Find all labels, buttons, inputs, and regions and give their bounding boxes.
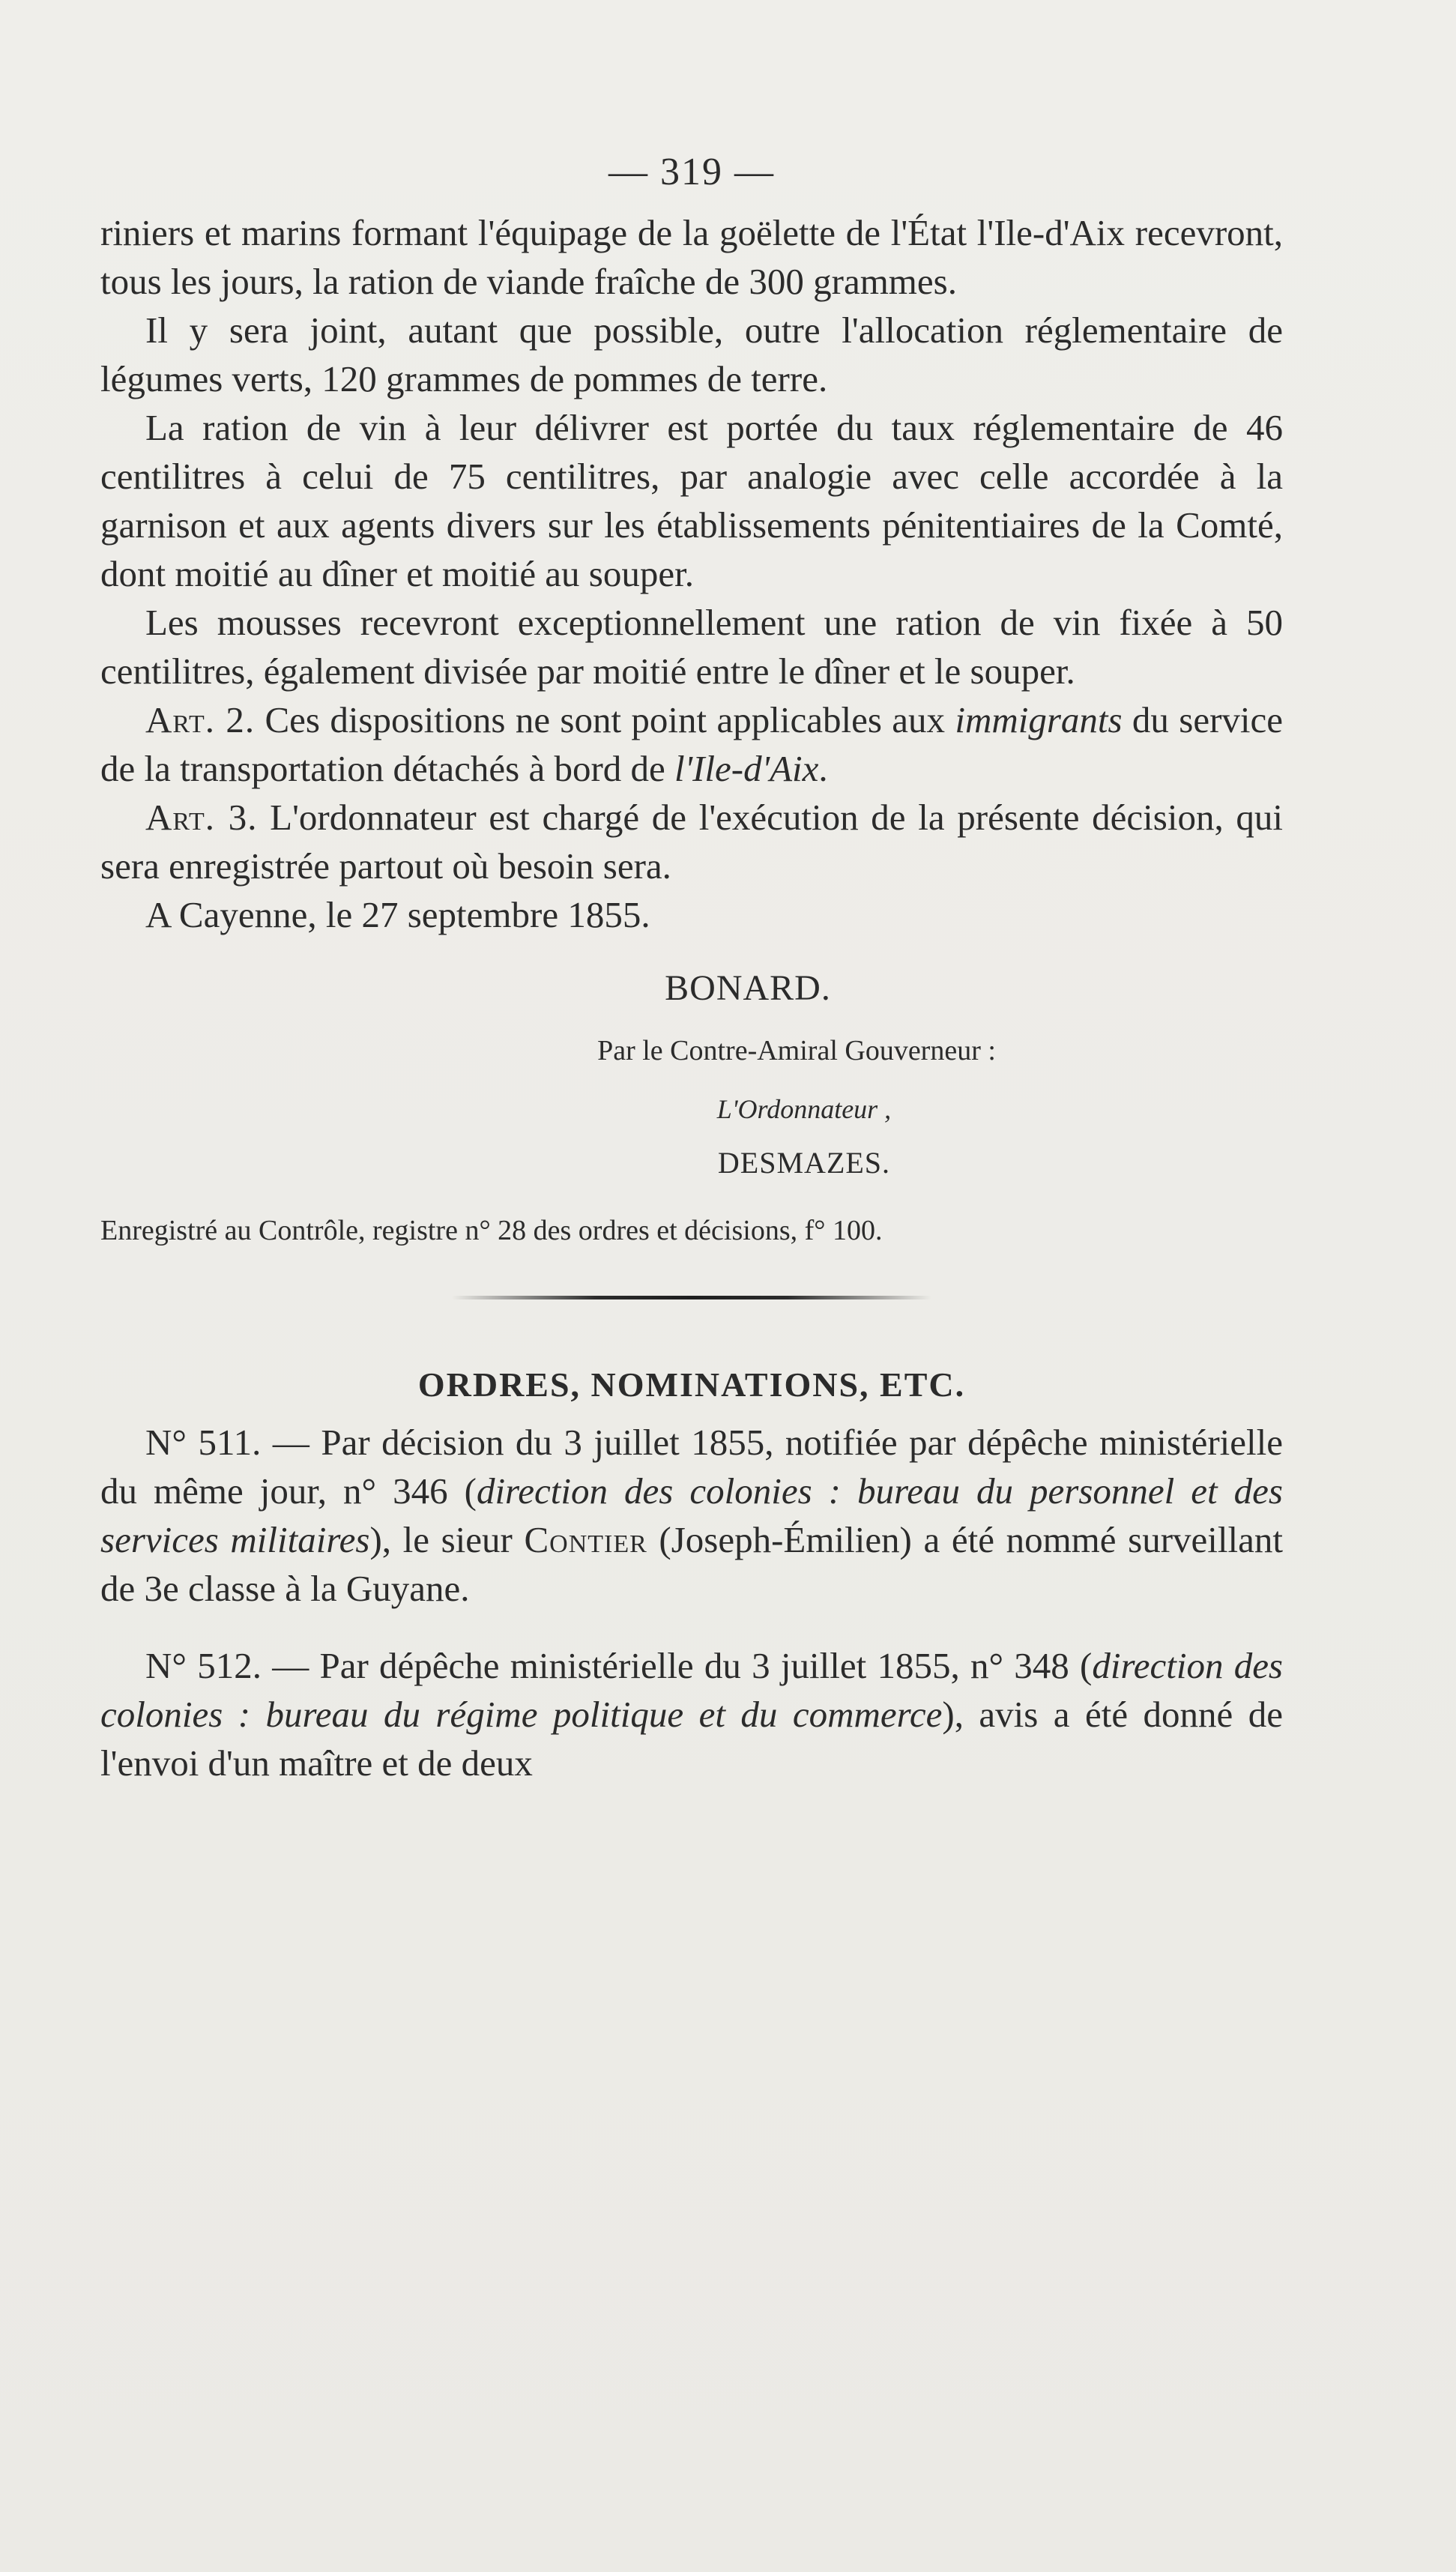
- entry-number: N° 512.: [145, 1645, 262, 1686]
- article-2-label: Art. 2.: [145, 699, 256, 740]
- paragraph-mousses: Les mousses recevront exceptionnellement une ration de vin fixée à 50 centilitres, également divisée par moitié entre le dîner et le souper.: [100, 602, 1283, 692]
- entry-text: (Joseph-Émilien) a été nommé surveillant de 3e classe à la Guyane.: [100, 1519, 1283, 1609]
- entry-italic: direction des colonies : bureau du personnel et des services militaires: [100, 1470, 1283, 1560]
- text-column: [100, 150, 1283, 1787]
- entry-text: — Par décision du 3 juillet 1855, notifiée par dépêche ministérielle du même jour, n° 346 (: [100, 1422, 1283, 1512]
- paragraph-ration-meat: riniers et marins formant l'équipage de la goëlette de l'État l'Ile-d'Aix recevront, tous les jours, la ration de viande fraîche de 300 grammes.: [100, 212, 1283, 302]
- article-3-label: Art. 3.: [145, 797, 258, 838]
- place-date: A Cayenne, le 27 septembre 1855.: [145, 894, 650, 935]
- entry-text: ), avis a été donné de l'envoi d'un maître et de deux: [100, 1694, 1283, 1784]
- article-2-text2: du service de la transportation détachés à bord de: [100, 699, 1284, 789]
- signature-name: BONARD.: [665, 968, 831, 1008]
- paragraph-vegetables: Il y sera joint, autant que possible, outre l'allocation réglementaire de légumes verts, 120 grammes de pommes de terre.: [100, 310, 1283, 399]
- signature-role: L'Ordonnateur ,: [716, 1094, 892, 1124]
- article-2: [100, 695, 1283, 793]
- entry-text: — Par dépêche ministérielle du 3 juillet 1855, n° 348 (: [261, 1645, 1093, 1686]
- entry-number: N° 511.: [145, 1422, 262, 1463]
- article-2-italic2: l'Ile-d'Aix: [674, 748, 819, 789]
- article-3-text: L'ordonnateur est chargé de l'exécution de la présente décision, qui sera enregistrée partout où besoin sera.: [100, 797, 1284, 887]
- entry-512: [100, 1641, 1283, 1787]
- section-divider: [452, 1296, 931, 1299]
- article-2-end: .: [818, 748, 828, 789]
- entry-text: ), le sieur: [369, 1519, 525, 1560]
- entry-italic: direction des colonies : bureau du régime politique et du commerce: [100, 1645, 1284, 1735]
- section-title: ORDRES, NOMINATIONS, ETC.: [417, 1365, 966, 1404]
- article-2-italic: immigrants: [955, 699, 1123, 740]
- signature-by: Par le Contre-Amiral Gouverneur :: [597, 1035, 996, 1066]
- signature-name-2: DESMAZES.: [717, 1146, 891, 1180]
- page-number: — 319 —: [608, 151, 775, 193]
- registry-note: Enregistré au Contrôle, registre n° 28 des ordres et décisions, f° 100.: [100, 1215, 883, 1246]
- entry-511: [100, 1418, 1283, 1613]
- article-3: [100, 793, 1283, 890]
- paragraph-wine-ration: La ration de vin à leur délivrer est portée du taux réglementaire de 46 centilitres à celui de 75 centilitres, par analogie avec celle accordée à la garnison et aux agents divers sur les établissements pénitentiaires de la Comté, dont moitié au dîner et moitié au souper.: [100, 407, 1283, 594]
- article-2-text: Ces dispositions ne sont point applicables aux: [265, 699, 955, 740]
- entry-person-name: Contier: [524, 1519, 647, 1560]
